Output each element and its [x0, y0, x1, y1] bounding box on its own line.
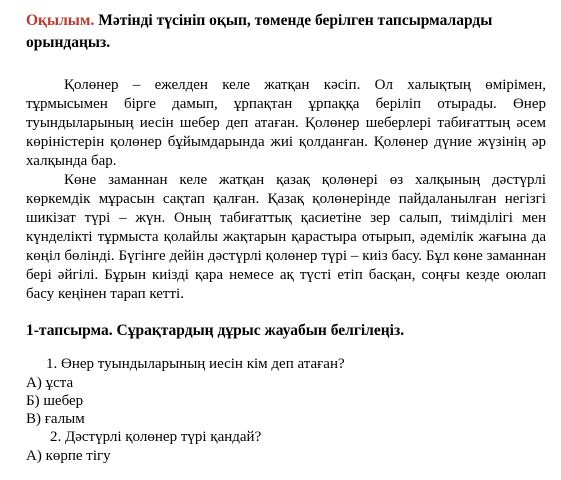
question-1-option-a[interactable]: А) ұста	[26, 375, 74, 391]
heading-text: Мәтінді түсініп оқып, төменде берілген тапсырмаларды орындаңыз.	[26, 12, 493, 51]
question-2-option-a[interactable]: А) көрпе тігу	[26, 448, 111, 464]
task-title: 1-тапсырма. Сұрақтардың дұрыс жауабын белгілеңіз.	[26, 322, 405, 339]
document-page	[26, 10, 546, 465]
question-2: 2. Дәстүрлі қолөнер түрі қандай?	[50, 429, 262, 445]
question-1-option-c[interactable]: В) ғалым	[26, 411, 85, 427]
paragraph-2: Көне заманнан келе жатқан қазақ қолөнері өз халқының дәстүрлі көркемдік мұрасын сақтап қалған. Қазақ қолөнерінде пайдаланылған негізгі шикізат түрі – жүн. Оның табиғаттық қасиетіне зер салып, тиімділігі мен күнделікті тұрмыста қолайлы жақтарын қарастыра отырып, әдемілік жағына да көңіл бөлінді. Бүгінге дейін дәстүрлі қолөнер түрі – киіз басу. Бұл көне заманнан бері әйгілі. Бұрын киізді қара немесе ақ түсті етіп басқан, соңғы кезде оюлап басу кеңінен тарап кетті.	[26, 172, 546, 302]
question-1-option-b[interactable]: Б) шебер	[26, 393, 84, 409]
paragraph-1: Қолөнер – ежелден келе жатқан кәсіп. Ол халықтың өмірімен, тұрмысымен бірге дамып, ұрпақтан ұрпаққа беріліп отырады. Өнер туындыларының иесін шебер деп атаған. Қолөнер шеберлері табиғаттың әсем көріністерін қолөнер бұйымдарында жиі қолданған. Қолөнер дүние жүзінің әр халқында бар.	[26, 77, 546, 169]
heading	[26, 10, 546, 54]
question-1: 1. Өнер туындыларының иесін кім деп атаған?	[46, 356, 345, 372]
heading-accent: Оқылым.	[26, 12, 95, 29]
